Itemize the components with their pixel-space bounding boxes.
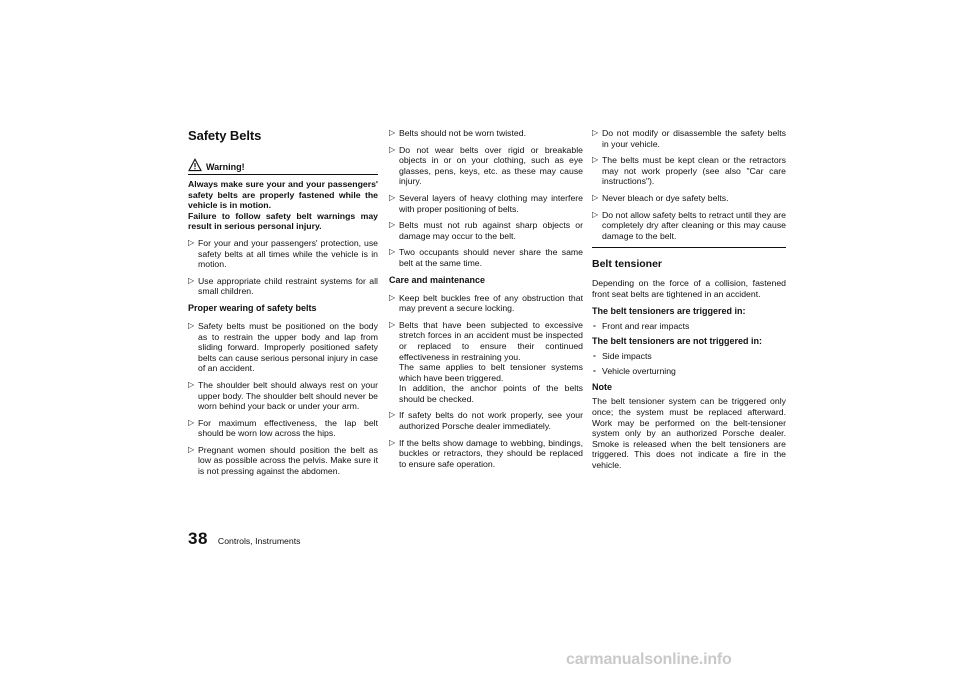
list-item: - Front and rear impacts — [593, 319, 690, 331]
watermark: carmanualsonline.info — [566, 651, 732, 668]
arrow-bullet-icon: ▷ — [389, 192, 396, 202]
list-item: ▷ Two occupants should never share the same belt at the same time. — [389, 247, 583, 268]
arrow-bullet-icon: ▷ — [592, 209, 599, 219]
list-item: ▷ For maximum effectiveness, the lap belt should be worn low across the hips. — [188, 417, 378, 439]
list-item: - Vehicle overturning — [593, 364, 676, 376]
section-divider — [592, 247, 786, 248]
column-2 — [389, 128, 583, 475]
arrow-bullet-icon: ▷ — [389, 410, 396, 420]
page-footer — [188, 529, 300, 549]
list-item: - Side impacts — [593, 350, 652, 362]
list-item: ▷ The belts must be kept clean or the retractors may not work properly (see also "Car care instructions"). — [592, 155, 786, 187]
arrow-bullet-icon: ▷ — [389, 247, 396, 257]
arrow-bullet-icon: ▷ — [389, 144, 396, 154]
arrow-bullet-icon: ▷ — [389, 220, 396, 230]
dash-bullet-icon: - — [593, 364, 596, 375]
dash-bullet-icon: - — [593, 319, 596, 330]
note-heading: Note — [592, 382, 612, 393]
subheading-proper-wearing: Proper wearing of safety belts — [188, 302, 317, 313]
list-item: ▷ Belts that have been subjected to excessive stretch forces in an accident must be inspected or replaced to ensure their continued effectiveness in restraining you. The same applies to belt tensioner systems which have been triggered. In addition, the anchor points of the belts should be checked. — [389, 319, 583, 404]
column-1 — [188, 128, 378, 483]
list-item: ▷ Do not wear belts over rigid or breakable objects in or on your clothing, such as eye glasses, pens, keys, etc. as these may cause injury. — [389, 144, 583, 187]
arrow-bullet-icon: ▷ — [188, 444, 195, 454]
list-item: ▷ Belts should not be worn twisted. — [389, 128, 527, 138]
list-item: ▷ Do not modify or disassemble the safety belts in your vehicle. — [592, 128, 786, 149]
list-item: ▷ Use appropriate child restraint systems for all small children. — [188, 275, 378, 297]
arrow-bullet-icon: ▷ — [389, 292, 396, 302]
list-item: ▷ Safety belts must be positioned on the body as to restrain the upper body and lap from sliding forward. Improperly positioned safety belts can cause serious personal injury in case of an accident. — [188, 320, 378, 374]
arrow-bullet-icon: ▷ — [188, 320, 195, 330]
arrow-bullet-icon: ▷ — [592, 155, 599, 165]
note-text: The belt tensioner system can be triggered only once; the system must be replaced afterward. Work may be performed on the belt-tensioner system only by an authorized Porsche dealer. Smoke is released when the belt tensioners are triggered. This does not indicate a fire in the vehicle. — [592, 396, 786, 470]
page-title: Safety Belts — [188, 128, 262, 143]
list-item: ▷ If safety belts do not work properly, see your authorized Porsche dealer immediately. — [389, 410, 583, 432]
arrow-bullet-icon: ▷ — [188, 417, 195, 427]
warning-line-2: Failure to follow safety belt warnings may result in serious personal injury. — [188, 210, 378, 232]
arrow-bullet-icon: ▷ — [592, 128, 599, 137]
arrow-bullet-icon: ▷ — [592, 192, 599, 202]
not-triggered-heading: The belt tensioners are not triggered in: — [592, 336, 763, 347]
warning-line-1: Always make sure your and your passengers' safety belts are properly fastened while the vehicle is in motion. — [188, 179, 378, 211]
arrow-bullet-icon: ▷ — [389, 437, 396, 447]
list-item: ▷ Pregnant women should position the belt as low as possible across the pelvis. Make sure it is not pressing against the abdomen. — [188, 444, 378, 477]
arrow-bullet-icon: ▷ — [389, 319, 396, 329]
arrow-bullet-icon: ▷ — [188, 237, 195, 247]
warning-label: Warning! — [206, 162, 245, 172]
list-item: ▷ Do not allow safety belts to retract until they are completely dry after cleaning or this may cause damage to the belt. — [592, 209, 786, 241]
warning-triangle-icon — [188, 158, 202, 172]
page-number: 38 — [188, 529, 208, 548]
dash-bullet-icon: - — [593, 350, 596, 361]
warning-header — [188, 154, 378, 175]
list-item: ▷ For your and your passengers' protection, use safety belts at all times while the vehicle is in motion. — [188, 237, 378, 270]
arrow-bullet-icon: ▷ — [389, 128, 396, 137]
list-item: ▷ Keep belt buckles free of any obstruction that may prevent a secure locking. — [389, 292, 583, 314]
footer-section-label: Controls, Instruments — [217, 536, 301, 546]
belt-tensioner-intro: Depending on the force of a collision, fastened front seat belts are tightened in an accident. — [592, 278, 786, 299]
list-item: ▷ Belts must not rub against sharp objects or damage may occur to the belt. — [389, 220, 583, 241]
section-title-belt-tensioner: Belt tensioner — [592, 258, 663, 271]
subheading-care-maintenance: Care and maintenance — [389, 274, 486, 285]
triggered-heading: The belt tensioners are triggered in: — [592, 305, 746, 316]
column-3 — [592, 128, 786, 476]
list-item: ▷ Never bleach or dye safety belts. — [592, 192, 729, 203]
list-item: ▷ Several layers of heavy clothing may interfere with proper positioning of belts. — [389, 192, 583, 214]
arrow-bullet-icon: ▷ — [188, 275, 195, 285]
arrow-bullet-icon: ▷ — [188, 379, 195, 389]
list-item: ▷ If the belts show damage to webbing, bindings, buckles or retractors, they should be replaced to ensure safe operation. — [389, 437, 583, 469]
list-item: ▷ The shoulder belt should always rest on your upper body. The shoulder belt should never be worn behind your back or under your arm. — [188, 379, 378, 412]
